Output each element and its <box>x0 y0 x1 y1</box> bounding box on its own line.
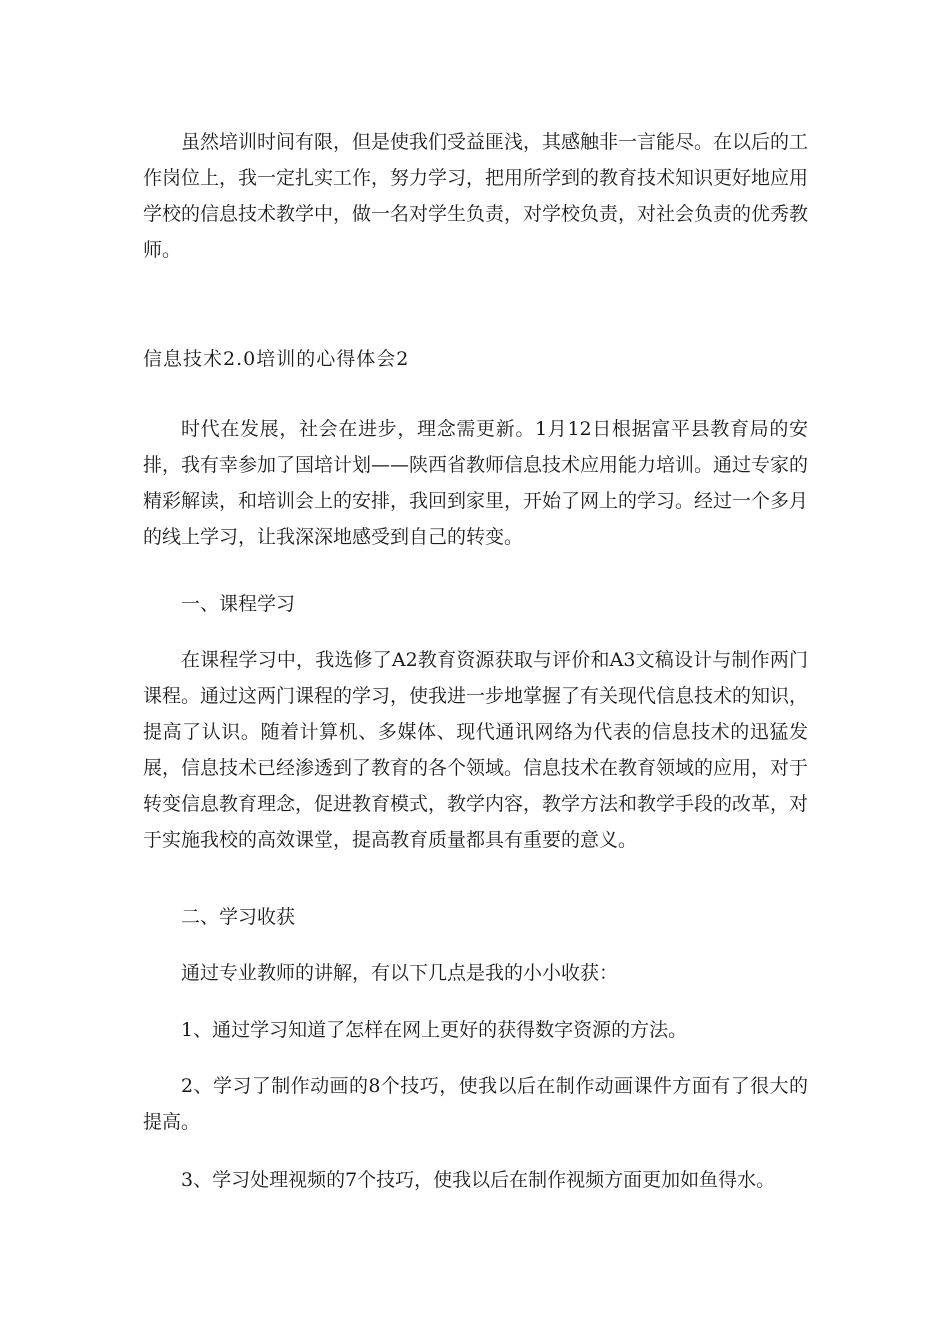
paragraph-2: 在课程学习中，我选修了A2教育资源获取与评价和A3文稿设计与制作两门课程。通过这两门课程的学习，使我进一步地掌握了有关现代信息技术的知识，提高了认识。随着计算机、多媒体、现代通讯网络为代表的信息技术的迅猛发展，信息技术已经渗透到了教育的各个领域。信息技术在教育领域的应用，对于转变信息教育理念，促进教育模式，教学内容，教学方法和教学手段的改革，对于实施我校的高效课堂，提高教育质量都具有重要的意义。 <box>143 649 809 851</box>
paragraph-3: 通过专业教师的讲解，有以下几点是我的小小收获： <box>181 962 619 984</box>
list-item-3: 3、学习处理视频的7个技巧，使我以后在制作视频方面更加如鱼得水。 <box>181 1169 776 1191</box>
section-title: 信息技术2.0培训的心得体会2 <box>143 348 410 370</box>
list-item-1: 1、通过学习知道了怎样在网上更好的获得数字资源的方法。 <box>181 1019 688 1041</box>
paragraph-1: 时代在发展，社会在进步，理念需更新。1月12日根据富平县教育局的安排，我有幸参加了国培计划——陕西省教师信息技术应用能力培训。通过专家的精彩解读，和培训会上的安排，我回到家里，开始了网上的学习。经过一个多月的线上学习，让我深深地感受到自己的转变。 <box>143 418 809 548</box>
list-item-2: 2、学习了制作动画的8个技巧，使我以后在制作动画课件方面有了很大的提高。 <box>143 1075 808 1133</box>
intro-paragraph: 虽然培训时间有限，但是使我们受益匪浅，其感触非一言能尽。在以后的工作岗位上，我一定扎实工作，努力学习，把用所学到的教育技术知识更好地应用学校的信息技术教学中，做一名对学生负责，对学校负责，对社会负责的优秀教师。 <box>143 131 809 261</box>
heading-learning-gains: 二、学习收获 <box>181 906 296 928</box>
heading-course-study: 一、课程学习 <box>181 593 296 615</box>
